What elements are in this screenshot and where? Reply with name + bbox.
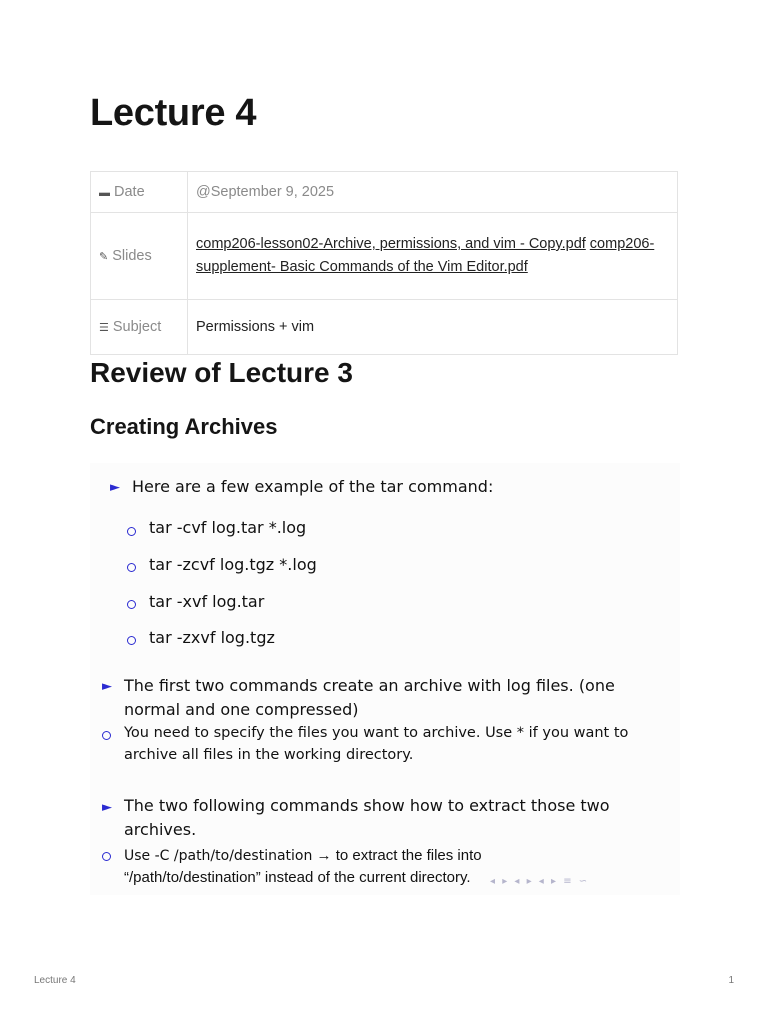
slide-bullet-2: The first two commands create an archive with log files. (one normal and one compressed) [124,676,615,719]
properties-table [90,171,678,355]
circle-bullet-icon [102,731,111,740]
arrow-bullet-icon: ► [110,480,120,495]
circle-bullet-icon [127,563,136,572]
slide-image [90,463,680,895]
footer-title: Lecture 4 [34,975,76,986]
page-title: Lecture 4 [90,92,257,134]
slides-value [188,213,678,300]
slide-bullet-1: Here are a few example of the tar command: [132,477,494,496]
property-label: Subject [112,319,162,335]
slide-file-link[interactable]: comp206-lesson02-Archive, permissions, and vim - Copy.pdf [196,236,586,252]
property-label: Slides [112,248,152,264]
property-label: Date [114,184,145,200]
property-row-subject [91,300,678,355]
slide-note-2-suffix: to extract the files into “/path/to/destination” instead of the current directory. [124,847,482,886]
property-name-subject [91,300,188,355]
paperclip-icon: ✎ [99,251,109,263]
calendar-icon: ▬ [99,187,110,199]
circle-bullet-icon [127,600,136,609]
tar-command: tar -zcvf log.tgz *.log [149,555,317,574]
slide-file-link[interactable]: comp206-supplement- Basic Commands of the Vim Editor.pdf [196,236,655,275]
circle-bullet-icon [102,852,111,861]
subject-value[interactable]: Permissions + vim [188,300,678,355]
right-arrow-icon: → [316,847,332,864]
arrow-bullet-icon: ► [102,800,112,815]
circle-bullet-icon [127,636,136,645]
text-lines-icon: ☰ [99,322,109,334]
tar-command: tar -xvf log.tar [149,592,265,611]
subsection-heading: Creating Archives [90,414,278,439]
property-name-slides [91,213,188,300]
property-row-date [91,172,678,213]
section-heading: Review of Lecture 3 [90,357,353,388]
circle-bullet-icon [127,527,136,536]
arrow-bullet-icon: ► [102,679,112,694]
property-row-slides [91,213,678,300]
property-name-date [91,172,188,213]
tar-command: tar -zxvf log.tgz [149,628,275,647]
beamer-navigation-icon: ◂ ▸ ◂ ▸ ◂ ▸ ≡ ∽ [490,876,590,887]
slide-note-1: You need to specify the files you want to archive. Use * if you want to archive all files in the working directory. [124,725,629,763]
page-number: 1 [728,975,734,986]
slide-note-2-prefix: Use -C /path/to/destination [124,848,313,864]
date-value[interactable]: @September 9, 2025 [188,172,678,213]
tar-command: tar -cvf log.tar *.log [149,518,307,537]
slide-bullet-3: The two following commands show how to extract those two archives. [124,796,610,839]
